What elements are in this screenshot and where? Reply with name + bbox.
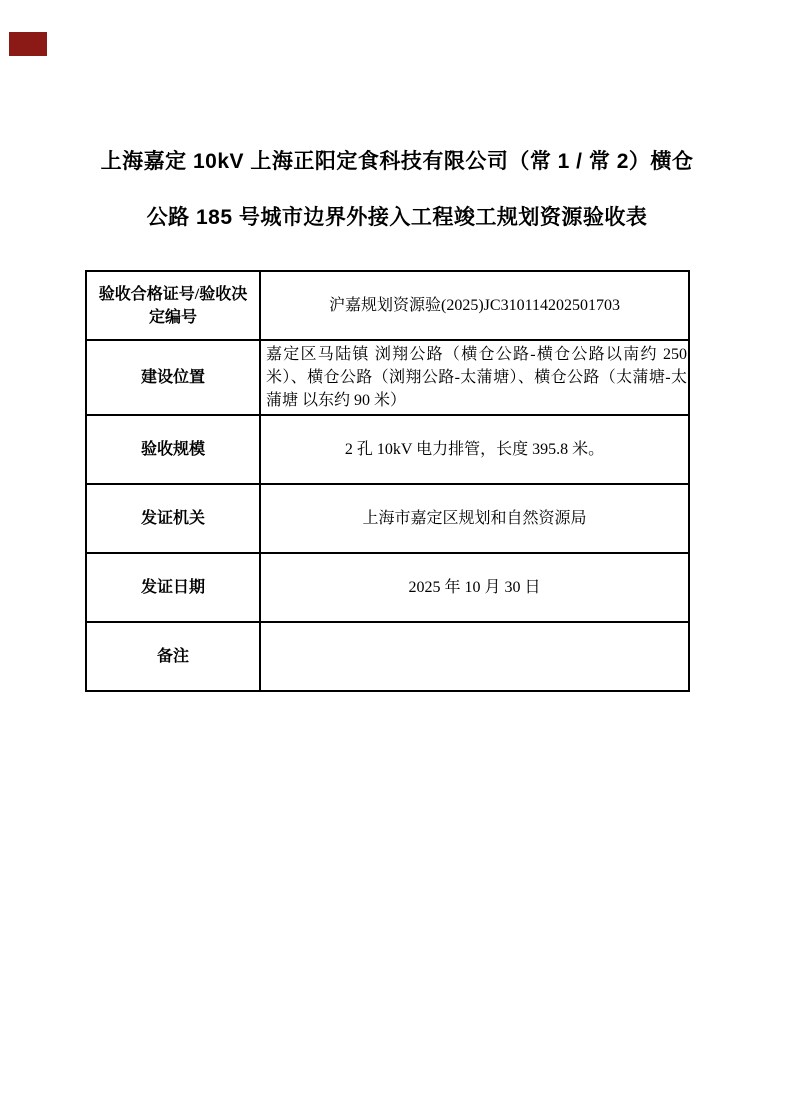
row-label-certificate-number: 验收合格证号/验收决定编号 bbox=[86, 271, 260, 340]
row-value-construction-location: 嘉定区马陆镇 浏翔公路（横仓公路-横仓公路以南约 250 米）、横仓公路（浏翔公路-太蒲塘）、横仓公路（太蒲塘-太蒲塘 以东约 90 米） bbox=[260, 340, 689, 415]
row-value-remarks bbox=[260, 622, 689, 691]
row-value-acceptance-scale: 2 孔 10kV 电力排管，长度 395.8 米。 bbox=[260, 415, 689, 484]
row-value-certificate-number: 沪嘉规划资源验(2025)JC310114202501703 bbox=[260, 271, 689, 340]
row-label-issue-date: 发证日期 bbox=[86, 553, 260, 622]
table-row-issuing-authority bbox=[86, 484, 689, 553]
row-label-acceptance-scale: 验收规模 bbox=[86, 415, 260, 484]
table-row-acceptance-scale bbox=[86, 415, 689, 484]
table-row-remarks bbox=[86, 622, 689, 691]
page-title-line1: 上海嘉定 10kV 上海正阳定食科技有限公司（常 1 / 常 2）横仓 bbox=[100, 150, 694, 173]
table-row-issue-date bbox=[86, 553, 689, 622]
acceptance-table bbox=[85, 270, 690, 692]
row-label-construction-location: 建设位置 bbox=[86, 340, 260, 415]
page-title bbox=[0, 134, 794, 246]
red-corner-mark bbox=[9, 32, 47, 56]
row-label-issuing-authority: 发证机关 bbox=[86, 484, 260, 553]
table-row-construction-location bbox=[86, 340, 689, 415]
row-value-issue-date: 2025 年 10 月 30 日 bbox=[260, 553, 689, 622]
row-label-remarks: 备注 bbox=[86, 622, 260, 691]
row-value-issuing-authority: 上海市嘉定区规划和自然资源局 bbox=[260, 484, 689, 553]
page-title-line2: 公路 185 号城市边界外接入工程竣工规划资源验收表 bbox=[146, 206, 648, 229]
table-row-certificate-number bbox=[86, 271, 689, 340]
